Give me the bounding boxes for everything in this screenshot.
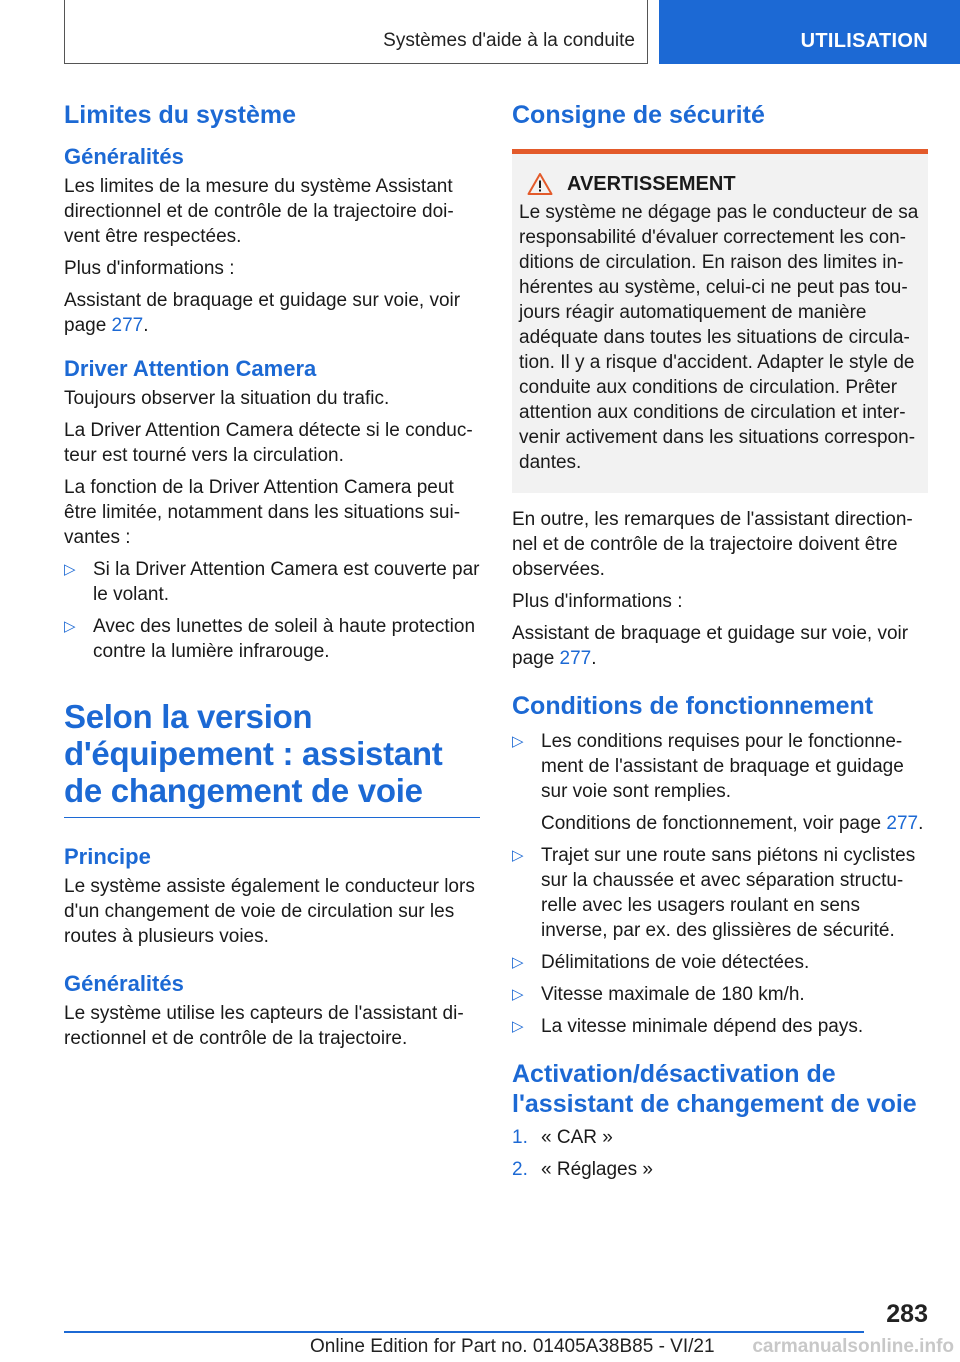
warning-header	[527, 172, 920, 196]
watermark: carmanualsonline.info	[752, 1336, 954, 1357]
heading-driver-attention-camera: Driver Attention Camera	[64, 356, 317, 381]
page-link-277[interactable]: 277	[559, 648, 592, 669]
warning-box	[512, 149, 928, 493]
step-item: 2. « Réglages »	[512, 1159, 653, 1180]
paragraph-dac-detecte: La Driver Attention Camera détecte si le conducteur est tourné vers la circulation.	[64, 420, 473, 466]
right-column	[512, 100, 928, 1189]
triangle-right-outline-icon: ▷	[512, 954, 524, 971]
triangle-right-outline-icon: ▷	[512, 986, 524, 1003]
heading-consigne-securite: Consigne de sécurité	[512, 101, 765, 129]
step-item: 1. « CAR »	[512, 1127, 613, 1148]
header-chapter-tab[interactable]	[659, 0, 960, 64]
triangle-right-outline-icon: ▷	[512, 847, 524, 864]
triangle-right-outline-icon: ▷	[512, 1018, 524, 1035]
paragraph-principe: Le système assiste également le conducteur lors d'un changement de voie de circulation sur les routes à plusieurs voies.	[64, 876, 475, 947]
triangle-right-outline-icon: ▷	[64, 561, 76, 578]
header-chapter-label: UTILISATION	[800, 30, 928, 52]
page-link-277[interactable]: 277	[111, 315, 144, 336]
paragraph-dac-limitee: La fonction de la Driver Attention Camera peut être limitée, notamment dans les situations suivantes :	[64, 477, 461, 548]
conditions-sub-reference: Conditions de fonctionnement, voir page 277.	[541, 813, 924, 834]
page-link-277[interactable]: 277	[886, 813, 919, 834]
heading-limites-systeme: Limites du système	[64, 101, 297, 129]
triangle-right-outline-icon: ▷	[512, 733, 524, 750]
step-number: 2.	[512, 1159, 528, 1180]
list-item: ▷ Avec des lunettes de soleil à haute protection contre la lumière infrarouge.	[64, 616, 476, 662]
list-item: ▷ Trajet sur une route sans piétons ni cyclistes sur la chaussée et avec séparation structurelle avec les usagers roulant en sens inverse, par ex. des glissières de sécurité.	[512, 845, 916, 941]
heading-activation-desactivation: Activation/désactivation de l'assistant de changement de voie	[512, 1060, 917, 1118]
paragraph-plus-info-2: Plus d'informations :	[512, 591, 683, 612]
paragraph-observer-trafic: Toujours observer la situation du trafic.	[64, 388, 390, 409]
page-number: 283	[886, 1300, 928, 1328]
heading-assistant-changement-voie: Selon la version d'équipement : assistant de changement de voie	[64, 698, 480, 818]
paragraph-plus-info-1: Plus d'informations :	[64, 258, 235, 279]
left-column	[64, 100, 480, 1058]
header-section-title: Systèmes d'aide à la conduite	[383, 30, 635, 51]
warning-text: Le système ne dégage pas le conducteur de sa responsabilité d'évaluer correctement les conditions de circulation. En raison des limites inhérentes au système, celui-ci ne peut pas toujours réagir automatiquement de manière adéquate dans toutes les situations de circulation. Il y a risque d'accident. Adapter le style de conduite aux conditions de circulation. Prêter attention aux conditions de circulation et intervenir activement dans les situations correspondantes.	[519, 202, 919, 473]
header-section-box	[64, 0, 648, 64]
list-item: ▷ La vitesse minimale dépend des pays.	[512, 1016, 864, 1037]
activation-steps	[512, 1125, 928, 1182]
triangle-right-outline-icon: ▷	[64, 618, 76, 635]
heading-generalites-2: Généralités	[64, 971, 184, 996]
warning-title: AVERTISSEMENT	[567, 172, 736, 195]
paragraph-capteurs: Le système utilise les capteurs de l'assistant directionnel et de contrôle de la trajectoire.	[64, 1003, 464, 1049]
paragraph-limites-mesure: Les limites de la mesure du système Assistant directionnel et de contrôle de la trajectoire doivent être respectées.	[64, 176, 454, 247]
step-number: 1.	[512, 1127, 528, 1148]
paragraph-remarques: En outre, les remarques de l'assistant directionnel et de contrôle de la trajectoire doivent être observées.	[512, 509, 913, 580]
paragraph-assistant-braquage-ref-2: Assistant de braquage et guidage sur voie, voir page 277.	[512, 623, 909, 669]
heading-conditions-fonctionnement: Conditions de fonctionnement	[512, 692, 874, 720]
paragraph-assistant-braquage-ref-1: Assistant de braquage et guidage sur voie, voir page 277.	[64, 290, 461, 336]
edition-label: Online Edition for Part no. 01405A38B85 - VI/21	[310, 1336, 715, 1357]
warning-triangle-icon	[527, 172, 553, 196]
list-item: ▷ Si la Driver Attention Camera est couverte par le volant.	[64, 559, 480, 605]
conditions-list	[512, 729, 928, 1039]
heading-generalites-1: Généralités	[64, 144, 184, 169]
dac-limitations-list	[64, 557, 480, 664]
list-item: ▷ Délimitations de voie détectées.	[512, 952, 810, 973]
list-item: ▷ Vitesse maximale de 180 km/h.	[512, 984, 805, 1005]
footer-divider	[64, 1331, 864, 1333]
heading-principe: Principe	[64, 844, 151, 869]
list-item: ▷ Les conditions requises pour le fonctionnement de l'assistant de braquage et guidage sur voie sont remplies. Conditions de fonctionnement, voir page 277.	[512, 729, 928, 836]
